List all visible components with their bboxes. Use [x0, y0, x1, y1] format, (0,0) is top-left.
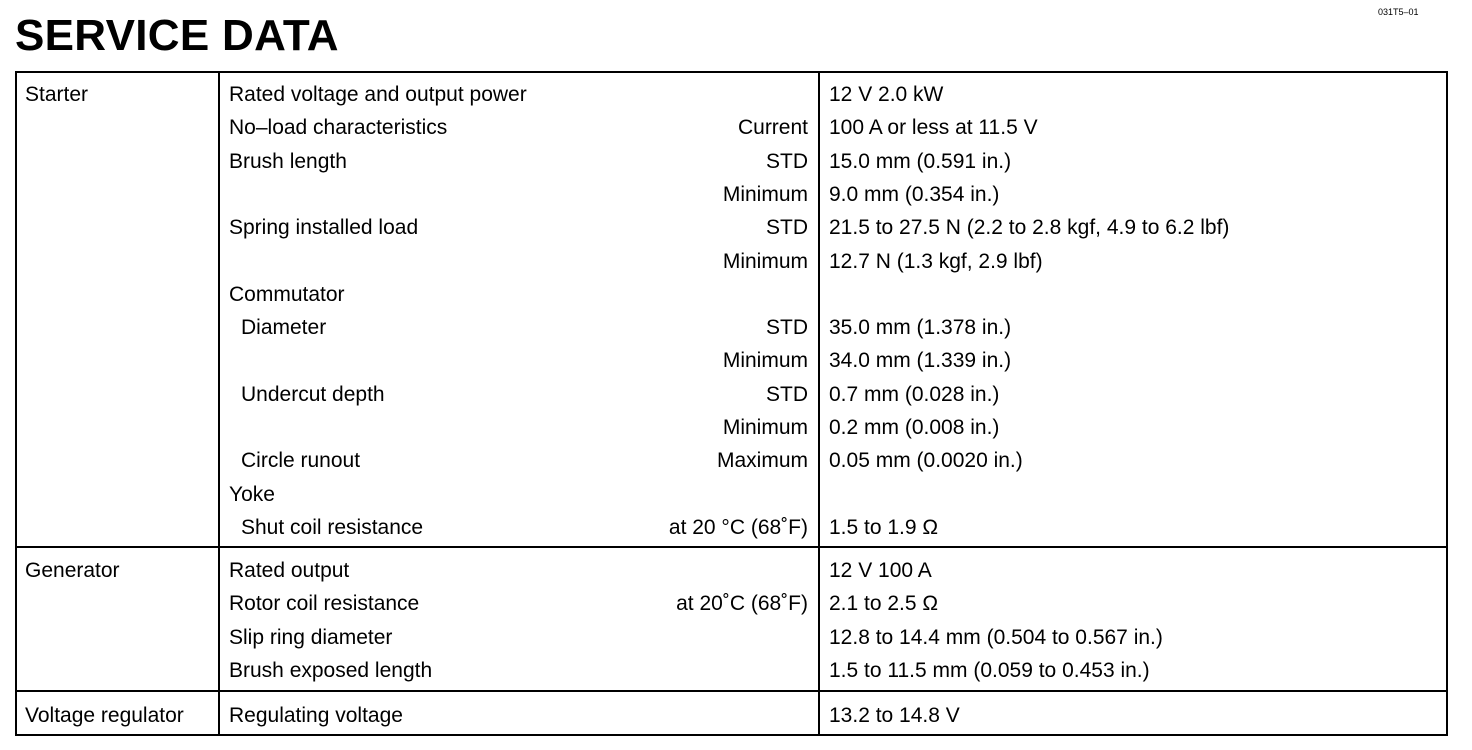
section-name: Voltage regulator: [25, 704, 184, 727]
spec-value: 1.5 to 11.5 mm (0.059 to 0.453 in.): [829, 659, 1150, 682]
section-divider: [15, 690, 1448, 692]
spec-condition: STD: [766, 150, 808, 173]
spec-label: Brush exposed length: [229, 659, 433, 682]
spec-value: 35.0 mm (1.378 in.): [829, 316, 1012, 339]
spec-value: 13.2 to 14.8 V: [829, 704, 960, 727]
spec-value: 0.7 mm (0.028 in.): [829, 383, 1000, 406]
spec-value: 0.2 mm (0.008 in.): [829, 416, 1000, 439]
spec-value: 21.5 to 27.5 N (2.2 to 2.8 kgf, 4.9 to 6.2 lbf): [829, 216, 1230, 239]
spec-label: Spring installed load: [229, 216, 419, 239]
spec-value: 15.0 mm (0.591 in.): [829, 150, 1012, 173]
service-data-table: [15, 71, 1448, 736]
spec-value: 0.05 mm (0.0020 in.): [829, 449, 1023, 472]
spec-condition: at 20 °C (68˚F): [668, 516, 808, 539]
spec-condition: at 20˚C (68˚F): [676, 592, 808, 615]
spec-label: Slip ring diameter: [229, 626, 393, 649]
spec-value: 12.7 N (1.3 kgf, 2.9 lbf): [829, 250, 1043, 273]
spec-value: 12 V 2.0 kW: [829, 83, 944, 106]
document-code: 031T5–01: [1378, 7, 1419, 17]
table-top-border: [15, 71, 1448, 73]
spec-condition: Minimum: [722, 250, 808, 273]
spec-label: Shut coil resistance: [241, 516, 424, 539]
spec-value: 1.5 to 1.9 Ω: [829, 516, 939, 539]
spec-label: Brush length: [229, 150, 347, 173]
spec-label: Yoke: [229, 483, 275, 506]
section-name: Generator: [25, 559, 120, 582]
spec-label: Circle runout: [241, 449, 361, 472]
table-right-border: [1446, 71, 1448, 736]
spec-condition: STD: [766, 383, 808, 406]
spec-condition: STD: [766, 316, 808, 339]
spec-value: 100 A or less at 11.5 V: [829, 116, 1038, 139]
column-divider: [218, 71, 220, 736]
spec-condition: Minimum: [722, 349, 808, 372]
spec-condition: STD: [766, 216, 808, 239]
spec-label: Commutator: [229, 283, 345, 306]
section-divider: [15, 546, 1448, 548]
spec-label: Rated voltage and output power: [229, 83, 527, 106]
spec-value: 34.0 mm (1.339 in.): [829, 349, 1012, 372]
spec-condition: Current: [737, 116, 808, 139]
spec-label: Undercut depth: [241, 383, 385, 406]
spec-value: 9.0 mm (0.354 in.): [829, 183, 1000, 206]
spec-value: 12 V 100 A: [829, 559, 932, 582]
spec-condition: Minimum: [722, 416, 808, 439]
spec-value: 2.1 to 2.5 Ω: [829, 592, 939, 615]
table-left-border: [15, 71, 17, 736]
page-title: SERVICE DATA: [15, 11, 339, 60]
spec-label: Regulating voltage: [229, 704, 403, 727]
spec-label: Rated output: [229, 559, 350, 582]
spec-label: Rotor coil resistance: [229, 592, 420, 615]
spec-condition: Maximum: [716, 449, 808, 472]
spec-label: No–load characteristics: [229, 116, 448, 139]
table-bottom-border: [15, 734, 1448, 736]
spec-label: Diameter: [241, 316, 327, 339]
column-divider: [818, 71, 820, 736]
section-name: Starter: [25, 83, 89, 106]
spec-value: 12.8 to 14.4 mm (0.504 to 0.567 in.): [829, 626, 1163, 649]
spec-condition: Minimum: [722, 183, 808, 206]
